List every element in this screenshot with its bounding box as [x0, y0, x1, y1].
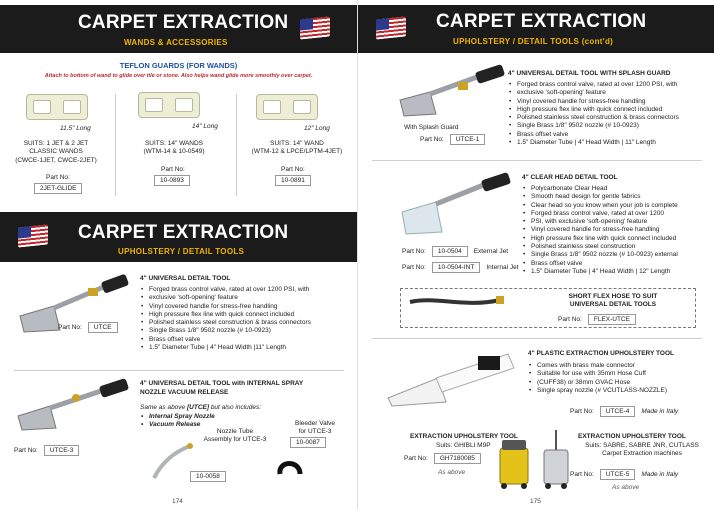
suits-line: SUITS: 1 JET & 2 JET [23, 140, 89, 147]
caption-line: for UTCE-3 [298, 428, 332, 436]
hose-title [538, 293, 688, 310]
ghibli-machine-image [494, 428, 534, 492]
part-number: UTCE-3 [44, 445, 79, 456]
part-label: Part No: [570, 408, 594, 415]
caption-line: Assembly for UTCE-3 [203, 436, 267, 444]
part-label: Part No: [558, 316, 582, 323]
part-number: UTCE-5 [600, 469, 635, 480]
guard-suits [240, 140, 354, 157]
header-upholstery [0, 212, 357, 262]
page-number: 175 [530, 498, 541, 505]
teflon-guard-image [256, 94, 318, 120]
guard-length: 14" Long [192, 123, 218, 130]
part-number: UTCE-4 [600, 406, 635, 417]
teflon-guard-image [138, 92, 200, 118]
header-subtitle: WANDS & ACCESSORIES [124, 38, 228, 47]
suits-line: CLASSIC WANDS [29, 148, 83, 156]
part-number: 10-0087 [290, 437, 326, 448]
bleeder-caption [282, 420, 348, 437]
product-title: EXTRACTION UPHOLSTERY TOOL [578, 433, 686, 440]
feature-item: • Single spray nozzle (# VCUTLASS-NOZZLE) [528, 387, 714, 395]
note-text: As above [612, 484, 640, 491]
part-number: 10-0893 [154, 175, 190, 186]
feature-item: • Suitable for use with 35mm Hose Cuff [528, 370, 714, 378]
feature-item: • Forged brass control valve, rated at over 1200 PSI, with [508, 81, 713, 89]
feature-item: • Brass offset valve [522, 260, 714, 268]
part-label: Part No: [281, 166, 305, 173]
feature-item: • Polished stainless steel construction & brass connectors [508, 114, 713, 122]
feature-item: • Single Brass 1/8" 9502 nozzle (# 10-0923) [508, 122, 713, 130]
part-label: Part No: [420, 136, 444, 143]
part-label: Part No: [58, 324, 82, 331]
usa-flag-icon [300, 16, 330, 39]
part-label: Part No: [14, 447, 38, 454]
feature-item: • High pressure flex line with quick connect included [508, 106, 713, 114]
part-number: GH7180085 [434, 453, 481, 464]
feature-item: • Single Brass 1/8" 9502 nozzle (# 10-0923) external [522, 251, 714, 259]
feature-item: • High pressure flex line with quick connect included [522, 235, 714, 243]
feature-item: • Polished stainless steel construction & brass connectors [140, 319, 355, 327]
suits-line: (CWCE-1JET, CWCE-2JET) [15, 156, 97, 164]
feature-list [508, 81, 713, 147]
splash-guard-tool-image [396, 64, 508, 120]
product-title: 4" UNIVERSAL DETAIL TOOL [140, 275, 231, 282]
product-title: 4" UNIVERSAL DETAIL TOOL WITH SPLASH GUARD [508, 70, 671, 77]
suits-line: Carpet Extraction machines [602, 450, 682, 458]
origin-label: Made in Italy [641, 471, 679, 478]
part-label: Part No: [402, 248, 426, 255]
feature-item: • Brass offset valve [508, 131, 713, 139]
plastic-tool-image [378, 344, 528, 408]
suits-line: (WTM-12 & LPCE/LPTM-4JET) [251, 148, 343, 156]
feature-item: • exclusive 'soft-opening' feature [508, 89, 713, 97]
jet-label: Internal Jet [486, 264, 519, 271]
flex-hose-image [406, 292, 506, 312]
part-number: UTCE [88, 322, 118, 333]
usa-flag-icon [18, 224, 48, 247]
intro-text-part: Same as above [140, 404, 187, 411]
part-label: Part No: [46, 174, 70, 181]
suits-line: SUITS: 14" WAND [270, 140, 324, 147]
clear-head-tool-image [398, 172, 514, 238]
feature-item: • exclusive 'soft-opening' feature [140, 294, 355, 302]
page-number: 174 [172, 498, 183, 505]
feature-item: • Polycarbonate Clear Head [522, 185, 714, 193]
caption-line: Nozzle Tube [216, 428, 254, 435]
feature-item: • Forged brass control valve, rated at over 1200 PSI, with [140, 286, 355, 294]
feature-item: • 1.5" Diameter Tube | 4" Head Width | 12" Length [522, 268, 714, 276]
product-title: 4" PLASTIC EXTRACTION UPHOLSTERY TOOL [528, 350, 674, 357]
divider [14, 370, 344, 371]
feature-item: • Vinyl covered handle for stress-free handling [508, 98, 713, 106]
caption-line: Bleeder Valve [295, 420, 335, 427]
sabre-machine-image [538, 428, 574, 492]
suits-line: Suits: SABRE, SABRE JNR, CUTLASS [585, 442, 699, 449]
header-title: CARPET EXTRACTION [78, 12, 289, 33]
feature-item: • Vinyl covered handle for stress-free handling [522, 226, 714, 234]
feature-list [140, 286, 355, 352]
part-label: Part No: [404, 455, 428, 462]
spray-tool-image [14, 376, 134, 432]
feature-item: • Smooth head design for gentle fabrics [522, 193, 714, 201]
part-number: FLEX-UTCE [588, 314, 636, 325]
suits-text: Suits: GHIBLI M9P [436, 442, 491, 449]
feature-item: • (CUFF38) or 38mm GVAC Hose [528, 379, 714, 387]
part-label: Part No: [161, 166, 185, 173]
bleeder-valve-image [276, 454, 304, 478]
image-caption: With Splash Guard [404, 124, 459, 131]
divider [115, 94, 116, 196]
note-text: As above [438, 469, 466, 476]
teflon-note: Attach to bottom of wand to glide over tile or stone. Also helps wand glide more smoothly over carpet. [44, 73, 313, 79]
divider [236, 94, 237, 196]
part-number: 2JET-GLIDE [34, 183, 82, 194]
feature-item: • Polished stainless steel construction [522, 243, 714, 251]
nozzle-caption [200, 428, 270, 445]
guard-length: 12" Long [304, 125, 330, 132]
guard-suits [10, 140, 102, 165]
extra-item: • Internal Spray Nozzle [140, 413, 215, 421]
origin-label: Made in Italy [641, 408, 679, 415]
hose-title-line: SHORT FLEX HOSE TO SUIT [568, 293, 658, 300]
divider [372, 338, 702, 339]
suits-line: SUITS: 14" WANDS [144, 140, 204, 147]
feature-item: • Vinyl covered handle for stress-free handling [140, 303, 355, 311]
header-title: CARPET EXTRACTION [436, 11, 647, 32]
product-title: NOZZLE VACUUM RELEASE [140, 389, 229, 396]
intro-text-part: but also includes: [209, 404, 262, 411]
part-label: Part No: [570, 471, 594, 478]
part-number: 10-0058 [190, 471, 226, 482]
feature-list [528, 362, 714, 395]
suits-text [572, 442, 712, 459]
divider [372, 160, 702, 161]
product-title: 4" CLEAR HEAD DETAIL TOOL [522, 174, 618, 181]
extra-item: • Vacuum Release [140, 421, 215, 429]
feature-item: • High pressure flex line with quick connect included [140, 311, 355, 319]
feature-item: • PSI, with exclusive 'soft-opening' feature [522, 218, 714, 226]
intro-code: [UTCE] [186, 404, 210, 411]
right-page [357, 0, 714, 509]
feature-item: • 1.5" Diameter Tube | 4" Head Width |11" Length [140, 344, 355, 352]
header-wands [0, 5, 357, 53]
part-number: UTCE-1 [450, 134, 485, 145]
header-subtitle: UPHOLSTERY / DETAIL TOOLS [118, 247, 245, 256]
product-title: EXTRACTION UPHOLSTERY TOOL [410, 433, 518, 440]
feature-item: • Comes with brass male connector [528, 362, 714, 370]
teflon-guard-image [26, 94, 88, 120]
part-label: Part No: [402, 264, 426, 271]
intro-text [140, 404, 261, 412]
hose-title-line: UNIVERSAL DETAIL TOOLS [569, 301, 657, 309]
feature-item: • Single Brass 1/8" 9502 nozzle (# 10-0923) [140, 327, 355, 335]
guard-length: 11.5" Long [60, 125, 91, 132]
part-number: 10-0504 [432, 246, 468, 257]
feature-item: • Brass offset valve [140, 336, 355, 344]
feature-item: • Clear head so you know when your job is complete [522, 202, 714, 210]
part-number: 10-0504-INT [432, 262, 481, 273]
product-title: 4" UNIVERSAL DETAIL TOOL with INTERNAL SPRAY [140, 380, 304, 387]
nozzle-tube-image [150, 442, 194, 482]
teflon-heading: TEFLON GUARDS (FOR WANDS) [119, 61, 238, 70]
jet-label: External Jet [473, 248, 509, 255]
header-upholstery-cont [358, 5, 714, 53]
part-number: 10-0891 [275, 175, 311, 186]
guard-suits [120, 140, 228, 157]
feature-list [522, 185, 714, 276]
header-title: CARPET EXTRACTION [78, 222, 289, 243]
feature-item: • 1.5" Diameter Tube | 4" Head Width | 11" Length [508, 139, 713, 147]
suits-line: (WTM-14 & 10-0549) [143, 148, 205, 156]
feature-item: • Forged brass control valve, rated at over 1200 [522, 210, 714, 218]
usa-flag-icon [376, 16, 406, 39]
header-subtitle: UPHOLSTERY / DETAIL TOOLS (cont'd) [453, 37, 614, 46]
